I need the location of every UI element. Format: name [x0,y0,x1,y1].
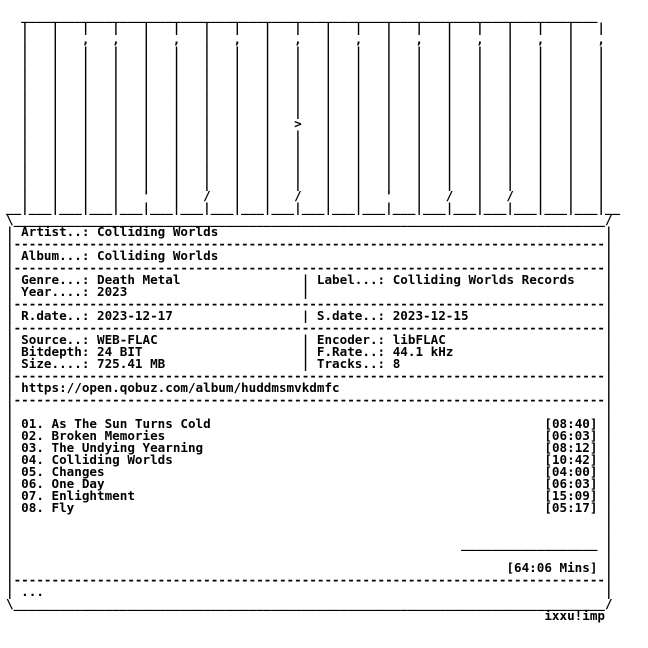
artist-row: | Artist..: Colliding Worlds | [6,224,613,239]
notes-row: | ... | [6,584,613,599]
encoder-field: Encoder.: libFLAC [316,332,598,347]
signature-row [6,610,642,622]
track-title: 05. Changes [21,464,105,479]
track-duration: [06:03] [544,428,598,443]
frame-bottom: \______________________________________________________________________________/ [6,596,613,611]
separator: |------------------------------------------------------------------------------| [6,572,613,587]
track-row: | 02. Broken Memories [06:03] | [6,428,613,443]
separator: |------------------------------------------------------------------------------| [6,296,613,311]
year-row: | Year....: 2023 | | [6,284,613,299]
ascii-logo: ____________________________________________________________________________ [6,10,598,23]
ascii-logo: | | | | | | | | | | | | | | | | | | | | [6,152,605,167]
bitdepth-field: Bitdepth: 24 BIT [21,344,295,359]
track-duration: [15:09] [544,488,598,503]
ascii-logo: | | | | | | | | | | | | | | | | | | | | [6,164,605,179]
ascii-logo: | | , , | , | , | , | , | , | , | , | , [6,32,605,47]
ascii-logo: | | | | | | | | | | | | | | | | | | | | [6,44,605,59]
ascii-logo: | | | | ' | / | | / | | ' | / | / | | | [6,188,605,203]
track-title: 02. Broken Memories [21,428,166,443]
ascii-logo: | | | | | | | | | | | | | | | | | | | | [6,140,605,155]
ascii-logo: __|___|___|___|___|___|___|___|___|___|___|___|___|___|___|___|___|___|___|___|__ [6,200,621,215]
signature: ixxu!imp [544,608,605,623]
track-row: | 01. As The Sun Turns Cold [08:40] | [6,416,613,431]
ascii-logo: | | | | | | | | | | | | | | | | | | | | [6,80,605,95]
separator: |------------------------------------------------------------------------------| [6,320,613,335]
track-duration: [08:12] [544,440,598,455]
separator: |------------------------------------------------------------------------------| [6,236,613,251]
size-field: Size....: 725.41 MB [21,356,295,371]
blank-row: | | [6,524,613,539]
track-title: 07. Enlightment [21,488,135,503]
ascii-logo: | | | | | | | | | | | | | | | | | | | | [6,128,605,143]
album-url-link[interactable]: https://open.qobuz.com/album/huddmsmvkdmfc [21,380,598,395]
nfo-document [6,10,642,642]
track-duration: [04:00] [544,464,598,479]
ascii-logo: | | | | | | | | | | | | | | | | | | | | [6,92,605,107]
sdate-field: S.date..: 2023-12-15 [316,308,598,323]
track-duration: [10:42] [544,452,598,467]
year-field: Year....: 2023 [21,284,295,299]
artist-field: Artist..: Colliding Worlds [21,224,598,239]
track-duration: [08:40] [544,416,598,431]
ascii-logo: | | | | | | | | | | | | | | | | | | | | [6,68,605,83]
blank-row: | | [6,404,613,419]
album-field: Album...: Colliding Worlds [21,248,598,263]
track-row: | 03. The Undying Yearning [08:12] | [6,440,613,455]
ascii-logo: | | | | | | | | | | | | | | | | | | | | [6,20,605,35]
separator: |------------------------------------------------------------------------------| [6,392,613,407]
bitdepth-row: | Bitdepth: 24 BIT | F.Rate..: 44.1 kHz | [6,344,613,359]
genre-field: Genre...: Death Metal [21,272,295,287]
frame-top: \______________________________________________________________________________/ [6,212,613,227]
total-rule-row: | __________________ | [6,536,613,551]
date-row: | R.date..: 2023-12-17 | S.date..: 2023-12-15 | [6,308,613,323]
track-row: | 06. One Day [06:03] | [6,476,613,491]
track-title: 01. As The Sun Turns Cold [21,416,211,431]
track-duration: [05:17] [544,500,598,515]
label-field: Label...: Colliding Worlds Records [316,272,598,287]
ascii-logo: | | | | | | | | | | | | | | | | | | | | [6,104,605,119]
track-title: 06. One Day [21,476,105,491]
track-row: | 08. Fly [05:17] | [6,500,613,515]
size-row: | Size....: 725.41 MB | Tracks..: 8 | [6,356,613,371]
ascii-logo: | | | | | | | | | | | | | | | | | | | | [6,56,605,71]
ascii-logo: | | | | | | | | | > | | | | | | | | | | [6,116,605,131]
track-row: | 05. Changes [04:00] | [6,464,613,479]
total-duration: [64:06 Mins] [506,560,598,575]
track-title: 04. Colliding Worlds [21,452,173,467]
source-row: | Source..: WEB-FLAC | Encoder.: libFLAC | [6,332,613,347]
frate-field: F.Rate..: 44.1 kHz [316,344,598,359]
track-row: | 04. Colliding Worlds [10:42] | [6,452,613,467]
blank-row: | | [6,512,613,527]
notes-text: ... [21,584,598,599]
total-rule: __________________ [460,536,598,551]
tracks-count-field: Tracks..: 8 [316,356,598,371]
track-duration: [06:03] [544,476,598,491]
separator: |------------------------------------------------------------------------------| [6,260,613,275]
blank-row: | | [6,548,613,563]
track-title: 03. The Undying Yearning [21,440,204,455]
total-row: | [64:06 Mins] | [6,560,613,575]
separator: |------------------------------------------------------------------------------| [6,368,613,383]
album-row: | Album...: Colliding Worlds | [6,248,613,263]
source-field: Source..: WEB-FLAC [21,332,295,347]
track-row: | 07. Enlightment [15:09] | [6,488,613,503]
genre-label-row: | Genre...: Death Metal | Label...: Colliding Worlds Records | [6,272,613,287]
url-row: | https://open.qobuz.com/album/huddmsmvkdmfc | [6,380,613,395]
track-title: 08. Fly [21,500,75,515]
ascii-logo: | | | | | | | | | | | | | | | | | | | | [6,176,605,191]
rdate-field: R.date..: 2023-12-17 [21,308,295,323]
